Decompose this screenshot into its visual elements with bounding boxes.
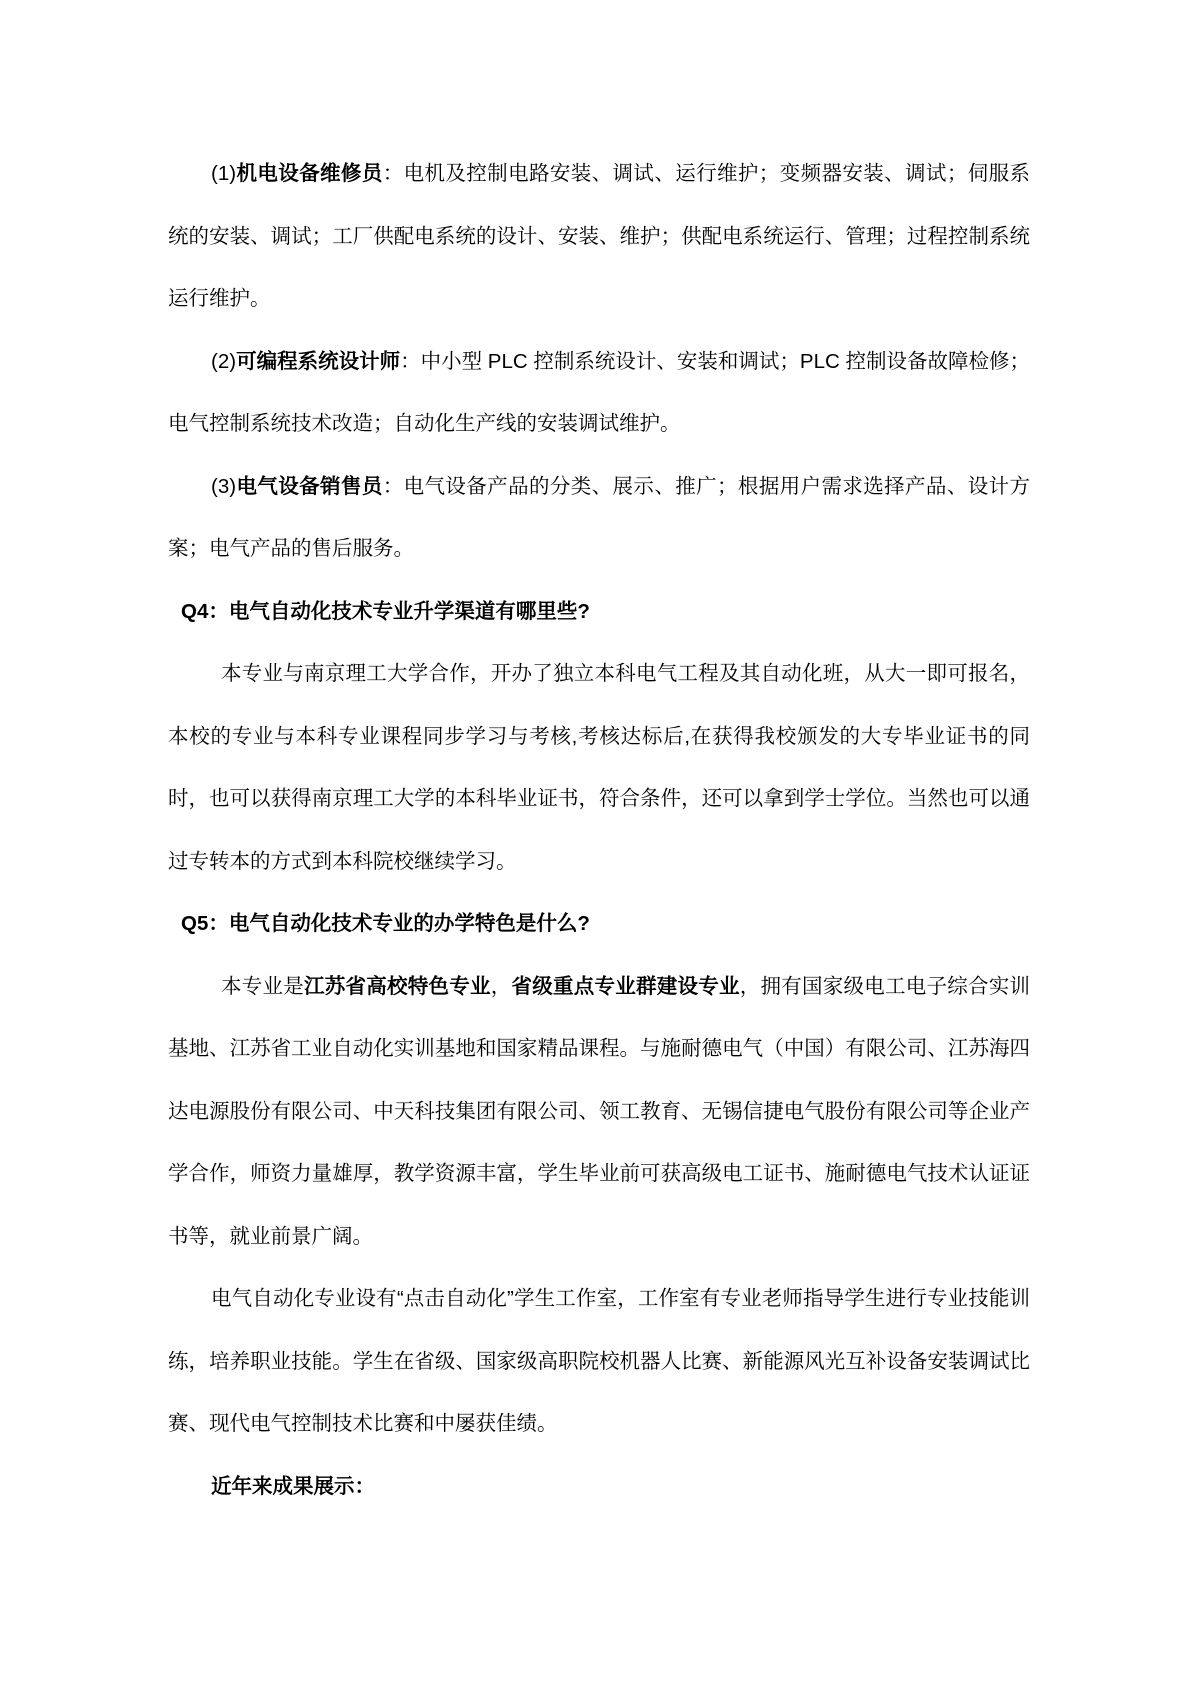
job-role-2-paragraph [168,331,1030,456]
job-role-3-paragraph [168,456,1030,581]
text-run: 电气自动化专业设有“点击自动化”学生工作室，工作室有专业老师指导学生进行专业技能训练，培养职业技能。学生在省级、国家级高职院校机器人比赛、新能源风光互补设备安装调试比赛、现代电气控制技术比赛和中屡获佳绩。 [168,1287,1030,1435]
feature-highlight-2: 省级重点专业群建设专业 [511,974,740,998]
job-role-1-title: 机电设备维修员 [236,162,383,185]
text-run: ：中小型 PLC 控制系统设计、安装和调试；PLC 控制设备故障检修；电气控制系统技术改造；自动化生产线的安装调试维护。 [168,349,1031,435]
text-run: ：电机及控制电路安装、调试、运行维护；变频器安装、调试；伺服系统的安装、调试；工厂供配电系统的设计、安装、维护；供配电系统运行、管理；过程控制系统运行维护。 [168,162,1031,310]
text-run: ：电气设备产品的分类、展示、推广；根据用户需求选择产品、设计方案；电气产品的售后服务。 [168,474,1031,560]
text-run: (1) [211,162,237,185]
job-role-2-title: 可编程系统设计师 [236,349,401,373]
text-run: 本专业是 [221,974,304,998]
q5-answer-paragraph-2 [168,1268,1030,1456]
heading-text: Q5：电气自动化技术专业的办学特色是什么? [181,912,590,935]
job-role-1-paragraph [168,143,1030,331]
text-run: ， [490,974,512,998]
heading-text: Q4：电气自动化技术专业升学渠道有哪里些? [181,599,590,623]
q4-answer-paragraph [168,643,1030,893]
text-run: (2) [211,349,237,373]
document-body [168,143,1030,1518]
text-run: ，拥有国家级电工电子综合实训基地、江苏省工业自动化实训基地和国家精品课程。与施耐德电气（中国）有限公司、江苏海四达电源股份有限公司、中天科技集团有限公司、领工教育、无锡信捷电气股份有限公司等企业产学合作，师资力量雄厚，教学资源丰富，学生毕业前可获高级电工证书、施耐德电气技术认证证书等，就业前景广阔。 [168,974,1030,1248]
feature-highlight-1: 江苏省高校特色专业 [304,974,491,998]
text-run: 本专业与南京理工大学合作，开办了独立本科电气工程及其自动化班，从大一即可报名，本校的专业与本科专业课程同步学习与考核,考核达标后,在获得我校颁发的大专毕业证书的同时，也可以获得南京理工大学的本科毕业证书，符合条件，还可以拿到学士学位。当然也可以通过专转本的方式到本科院校继续学习。 [168,662,1030,873]
q4-question-heading [168,581,1030,644]
text-run: (3) [211,474,237,498]
job-role-3-title: 电气设备销售员 [236,474,383,498]
q5-answer-paragraph-1 [168,956,1030,1269]
heading-text: 近年来成果展示： [211,1474,375,1498]
q5-question-heading [168,893,1030,956]
achievements-heading [168,1456,1030,1519]
